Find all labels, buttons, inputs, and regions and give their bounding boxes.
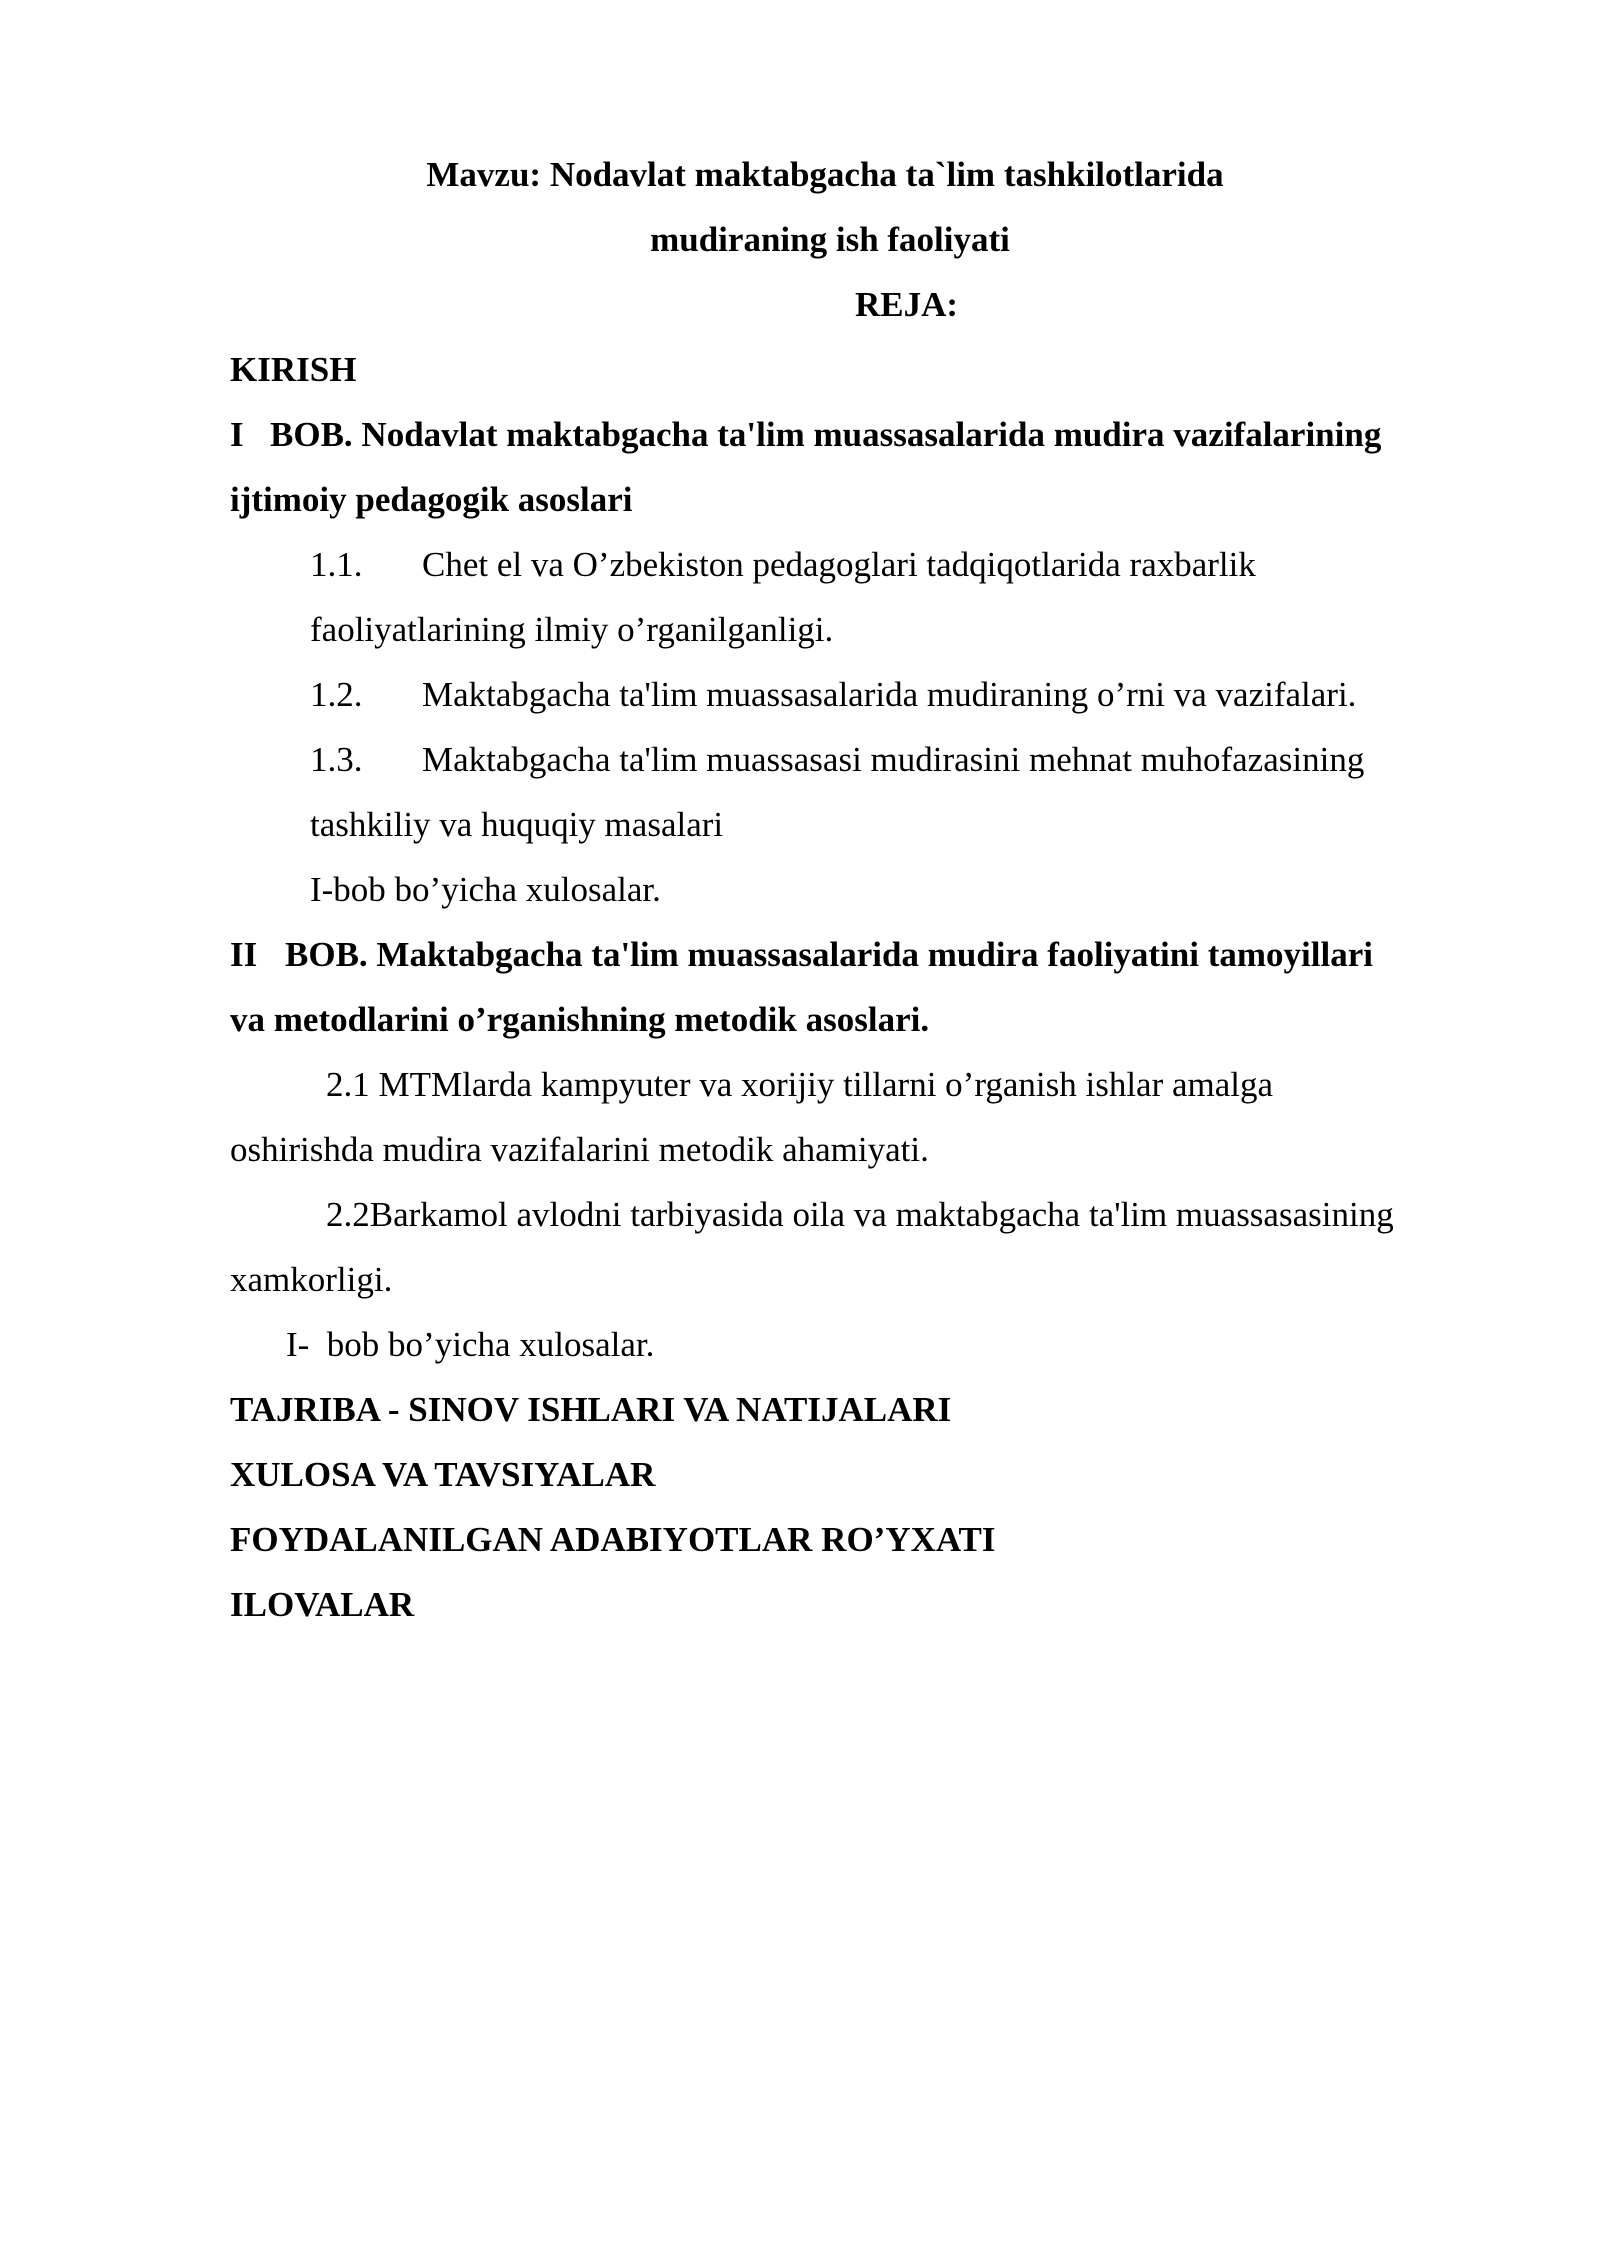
section-1-1-continued: faoliyatlarining ilmiy o’rganilganligi. [310, 610, 834, 649]
chapter2-title-line-1 [230, 922, 1373, 988]
chapter2-roman: II [230, 935, 258, 974]
chapter2-title-line-2: va metodlarini o’rganishning metodik asoslari. [230, 1000, 930, 1039]
section-2-2-continued: xamkorligi. [230, 1260, 393, 1299]
section-number: 1.2. [310, 675, 363, 714]
chapter1-conclusion: I-bob bo’yicha xulosalar. [310, 870, 661, 909]
section-1-3 [310, 727, 1364, 793]
closing-section-conclusions: XULOSA VA TAVSIYALAR [230, 1455, 656, 1494]
section-number: 1.1. [310, 545, 363, 584]
section-number: 1.3. [310, 740, 363, 779]
closing-section-appendices: ILOVALAR [230, 1585, 415, 1624]
plan-heading: REJA: [855, 285, 959, 324]
chapter1-title-line-2: ijtimoiy pedagogik asoslari [230, 480, 633, 519]
section-1-1 [310, 532, 1256, 598]
chapter1-roman: I [230, 415, 244, 454]
closing-section-references: FOYDALANILGAN ADABIYOTLAR RO’YXATI [230, 1520, 996, 1559]
section-2-1: 2.1 MTMlarda kampyuter va xorijiy tillarni o’rganish ishlar amalga [326, 1065, 1274, 1104]
intro-heading: KIRISH [230, 350, 357, 389]
section-2-1-continued: oshirishda mudira vazifalarini metodik ahamiyati. [230, 1130, 929, 1169]
section-2-2: 2.2Barkamol avlodni tarbiyasida oila va maktabgacha ta'lim muassasasining [326, 1195, 1394, 1234]
closing-section-experiment: TAJRIBA - SINOV ISHLARI VA NATIJALARI [230, 1390, 952, 1429]
chapter1-title-line-1 [230, 402, 1381, 468]
section-text: Maktabgacha ta'lim muassasasi mudirasini mehnat muhofazasining [422, 740, 1365, 779]
section-1-3-continued: tashkiliy va huquqiy masalari [310, 805, 724, 844]
title-line-1: Mavzu: Nodavlat maktabgacha ta`lim tashkilotlarida [426, 155, 1224, 194]
chapter2-title-text: BOB. Maktabgacha ta'lim muassasalarida mudira faoliyatini tamoyillari [285, 935, 1373, 974]
chapter2-conclusion: I- bob bo’yicha xulosalar. [286, 1325, 655, 1364]
section-text: Chet el va O’zbekiston pedagoglari tadqiqotlarida raxbarlik [422, 545, 1256, 584]
chapter1-title-text: BOB. Nodavlat maktabgacha ta'lim muassasalarida mudira vazifalarining [270, 415, 1382, 454]
section-1-2 [310, 662, 1356, 728]
section-text: Maktabgacha ta'lim muassasalarida mudiraning o’rni va vazifalari. [422, 675, 1357, 714]
title-line-2: mudiraning ish faoliyati [650, 220, 1010, 259]
